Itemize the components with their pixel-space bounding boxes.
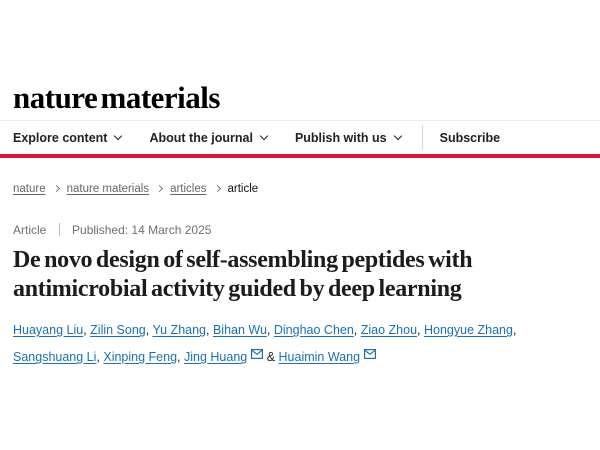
breadcrumb — [13, 183, 587, 195]
article-type-label: Article — [13, 223, 47, 237]
journal-logo[interactable]: nature materials — [13, 80, 220, 115]
nav-divider — [422, 125, 423, 150]
nav-item[interactable]: Publish with us — [295, 131, 401, 145]
nav-item[interactable]: Explore content — [13, 131, 121, 145]
brand-rule — [0, 154, 600, 158]
author-link[interactable]: Yu Zhang — [152, 323, 206, 337]
nav-links — [13, 131, 401, 145]
author-link[interactable]: Huaimin Wang — [278, 350, 361, 364]
author-link[interactable]: Huayang Liu — [13, 323, 84, 337]
author-list: Huayang Liu, Zilin Song, Yu Zhang, Bihan Wu, Dinghao Chen, Ziao Zhou, Hongyue Zhang, Sangshuang Li, Xinping Feng, Jing Huang & Huaimin Wang — [13, 318, 587, 370]
nav-item[interactable]: About the journal — [149, 131, 266, 145]
breadcrumb-link[interactable]: articles — [170, 183, 207, 195]
subscribe-link[interactable]: Subscribe — [439, 130, 501, 145]
meta-divider — [59, 223, 60, 236]
author-link[interactable]: Jing Huang — [183, 350, 248, 364]
author-link[interactable]: Sangshuang Li — [13, 350, 97, 364]
author-link[interactable]: Bihan Wu — [212, 323, 267, 337]
breadcrumb-separator-icon — [53, 185, 60, 192]
breadcrumb-link[interactable]: nature — [13, 183, 46, 195]
author-link[interactable]: Dinghao Chen — [273, 323, 354, 337]
email-icon[interactable] — [251, 343, 263, 368]
breadcrumb-separator-icon — [156, 185, 163, 192]
author-link[interactable]: Ziao Zhou — [360, 323, 418, 337]
chevron-down-icon — [260, 132, 268, 140]
chevron-down-icon — [114, 132, 122, 140]
author-link[interactable]: Zilin Song — [90, 323, 146, 337]
author-link[interactable]: Xinping Feng — [103, 350, 178, 364]
site-header — [0, 0, 600, 158]
article-title: De novo design of self-assembling peptides with antimicrobial activity guided by deep learning — [13, 247, 473, 302]
published-date: Published: 14 March 2025 — [72, 223, 212, 237]
article-main — [0, 183, 600, 370]
breadcrumb-separator-icon — [213, 185, 220, 192]
main-nav — [0, 120, 600, 154]
article-meta — [13, 223, 587, 237]
breadcrumb-current: article — [227, 183, 259, 195]
author-link[interactable]: Hongyue Zhang — [423, 323, 513, 337]
chevron-down-icon — [393, 132, 401, 140]
author-ampersand: & — [263, 350, 279, 364]
email-icon[interactable] — [364, 343, 376, 368]
breadcrumb-link[interactable]: nature materials — [66, 183, 150, 195]
logo-row — [0, 0, 600, 114]
